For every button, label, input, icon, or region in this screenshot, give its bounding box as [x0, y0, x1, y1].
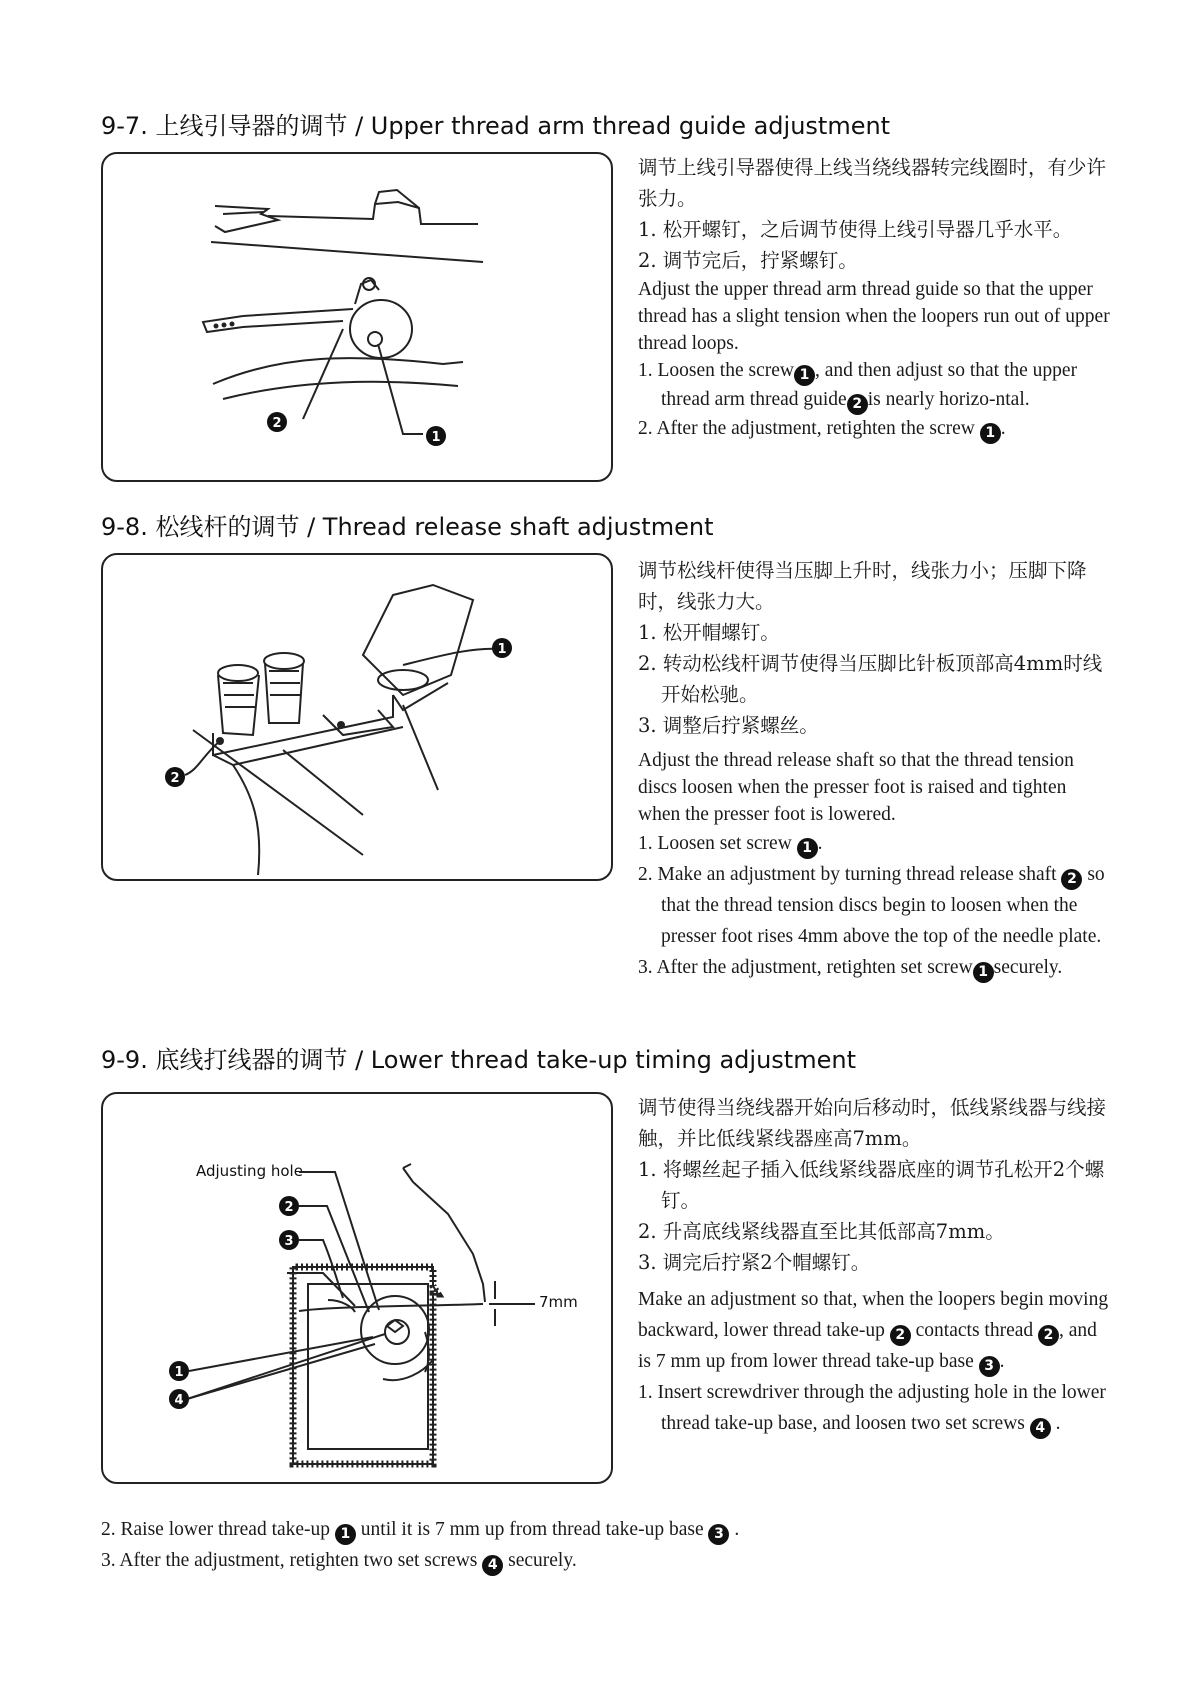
callout-1-marker: [169, 1361, 189, 1381]
callout-2-label: 2: [272, 416, 282, 431]
zh-step: 1. 松开螺钉，之后调节使得上线引导器几乎水平。: [638, 218, 1073, 241]
callout-3-inline: 3: [708, 1524, 729, 1545]
en-step: 2. After the adjustment, retighten the screw 1 .: [638, 415, 1112, 444]
zh-step: 2. 转动松线杆调节使得当压脚比针板顶部高4mm时线开始松驰。: [638, 652, 1103, 706]
section-heading-9-8: 9-8. 松线杆的调节 / Thread release shaft adjustment: [101, 513, 714, 541]
zh-step: 2. 升高底线紧线器直至比其低部高7mm。: [638, 1220, 1005, 1243]
zh-step: 3. 调完后拧紧2个帽螺钉。: [638, 1251, 871, 1274]
callout-2-inline: 2: [847, 394, 868, 415]
adjusting-hole-label: Adjusting hole: [196, 1162, 303, 1180]
callout-1-inline: 1: [797, 838, 818, 859]
callout-1-marker: [492, 638, 512, 658]
callout-2-inline: 2: [1038, 1325, 1059, 1346]
thread-release-shaft-illustration: [103, 555, 611, 879]
callout-2-label: 2: [284, 1200, 294, 1215]
zh-step: 2. 调节完后，拧紧螺钉。: [638, 249, 858, 272]
en-step: 1. Loosen the screw 1 , and then adjust so that the upper thread arm thread guide 2 is nearly horizo-ntal.: [638, 357, 1112, 415]
seven-mm-label: 7mm: [539, 1293, 578, 1311]
zh-step: 1. 将螺丝起子插入低线紧线器底座的调节孔松开2个螺钉。: [638, 1158, 1105, 1212]
callout-2-inline: 2: [1061, 869, 1082, 890]
callout-1-label: 1: [497, 642, 507, 657]
callout-2-label: 2: [170, 771, 180, 786]
figure-thread-release-shaft: [101, 553, 613, 881]
section-9-8-text: [638, 555, 1112, 983]
zh-intro: 调节上线引导器使得上线当绕线器转完线圈时，有少许张力。: [638, 156, 1107, 210]
en-intro: Adjust the thread release shaft so that the thread tension discs loosen when the presser foot is raised and tighten when the presser foot is lowered.: [638, 750, 1074, 825]
callout-3-label: 3: [284, 1234, 294, 1249]
section-heading-9-7: 9-7. 上线引导器的调节 / Upper thread arm thread guide adjustment: [101, 112, 891, 140]
en-step: 3. After the adjustment, retighten two set screws 4 securely.: [101, 1545, 1112, 1576]
callout-3-inline: 3: [979, 1356, 1000, 1377]
figure-lower-thread-take-up: [101, 1092, 613, 1484]
callout-2-marker: [279, 1196, 299, 1216]
en-step: 2. Make an adjustment by turning thread release shaft 2 so that the thread tension discs begin to loosen when the presser foot rises 4mm above the top of the needle plate.: [638, 864, 1105, 947]
callout-1-marker: [426, 426, 446, 446]
callout-2-inline: 2: [890, 1325, 911, 1346]
callout-1-inline: 1: [973, 962, 994, 983]
en-step: 3. After the adjustment, retighten set screw 1 securely.: [638, 952, 1112, 983]
section-heading-9-9: 9-9. 底线打线器的调节 / Lower thread take-up timing adjustment: [101, 1046, 856, 1074]
callout-1-inline: 1: [980, 423, 1001, 444]
section-9-9-text: [638, 1092, 1112, 1439]
callout-4-marker: [169, 1389, 189, 1409]
zh-step: 1. 松开帽螺钉。: [638, 621, 780, 644]
en-step: 1. Loosen set screw 1 .: [638, 828, 1112, 859]
callout-2-marker: [267, 412, 287, 432]
callout-1-inline: 1: [794, 365, 815, 386]
zh-intro: 调节使得当绕线器开始向后移动时，低线紧线器与线接触，并比低线紧线器座高7mm。: [638, 1096, 1107, 1150]
callout-1-label: 1: [431, 430, 441, 445]
callout-2-marker: [165, 767, 185, 787]
en-intro: Make an adjustment so that, when the loopers begin moving backward, lower thread take-up 2 contacts thread 2 , and is 7 mm up from lower thread take-up base 3 .: [638, 1284, 1112, 1377]
callout-4-inline: 4: [1030, 1418, 1051, 1439]
en-step: 2. Raise lower thread take-up 1 until it is 7 mm up from thread take-up base 3 .: [101, 1514, 1112, 1545]
upper-thread-guide-illustration: [103, 154, 611, 480]
figure-upper-thread-guide: [101, 152, 613, 482]
en-step: 1. Insert screwdriver through the adjusting hole in the lower thread take-up base, and loosen two set screws 4 .: [638, 1377, 1112, 1439]
zh-intro: 调节松线杆使得当压脚上升时，线张力小；压脚下降时，线张力大。: [638, 559, 1087, 613]
section-9-7-text: [638, 152, 1112, 444]
lower-thread-take-up-illustration: [103, 1094, 611, 1482]
callout-4-inline: 4: [482, 1555, 503, 1576]
section-9-9-bottom-steps: [101, 1514, 1112, 1576]
callout-3-marker: [279, 1230, 299, 1250]
en-intro: Adjust the upper thread arm thread guide so that the upper thread has a slight tension when the loopers run out of upper thread loops.: [638, 279, 1110, 354]
callout-4-label: 4: [174, 1393, 184, 1408]
zh-step: 3. 调整后拧紧螺丝。: [638, 714, 819, 737]
callout-1-label: 1: [174, 1365, 184, 1380]
callout-1-inline: 1: [335, 1524, 356, 1545]
